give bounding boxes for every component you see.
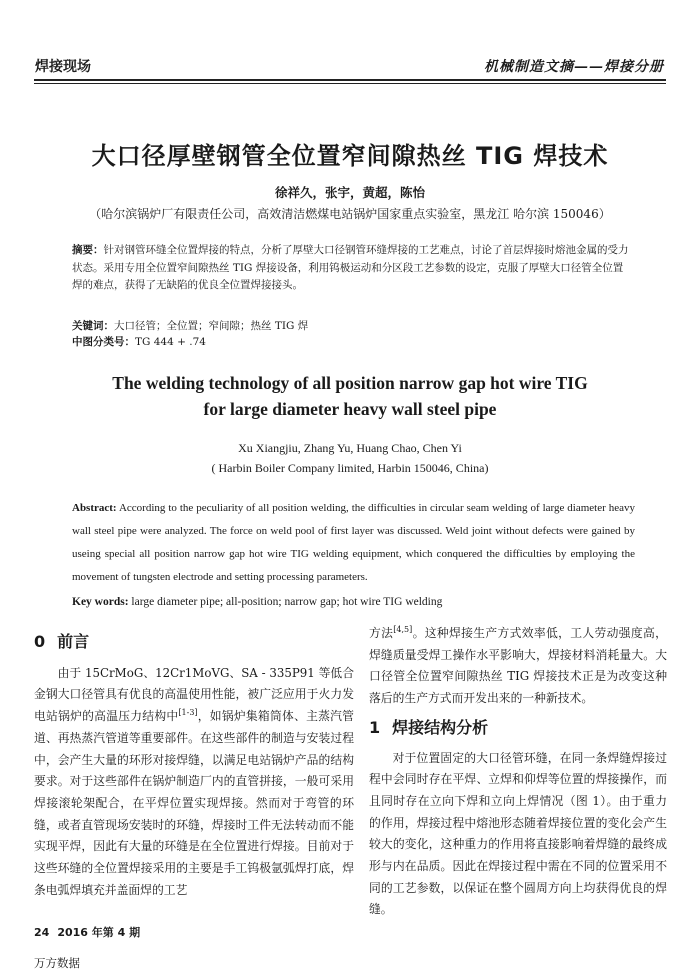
keywords-chinese-block bbox=[72, 318, 632, 350]
section-1-title: 焊接结构分析 bbox=[392, 717, 489, 737]
header-section-label: 焊接现场 bbox=[35, 59, 91, 75]
authors-english: Xu Xiangjiu, Zhang Yu, Huang Chao, Chen Yi bbox=[238, 441, 462, 455]
section-0-continued-part2: 。这种焊接生产方式效率低，工人劳动强度高，焊缝质量受焊工操作水平影响大，焊接材料消耗量大。大口径管全位置窄间隙热丝 TIG 焊接技术正是为改变这种落后的生产方式而开发出来的一种新技术。 bbox=[369, 626, 667, 706]
affiliation-english: ( Harbin Boiler Company limited, Harbin 150046, China) bbox=[211, 461, 489, 475]
section-0-number: 0 bbox=[34, 632, 46, 651]
watermark-text: 万方数据 bbox=[34, 956, 80, 970]
keywords-english-text: large diameter pipe; all-position; narrow gap; hot wire TIG welding bbox=[128, 596, 443, 608]
abstract-english bbox=[72, 497, 635, 589]
body-column-left bbox=[34, 631, 354, 901]
page-number: 24 bbox=[34, 926, 50, 939]
authors-english-block bbox=[0, 438, 700, 478]
abstract-english-text: According to the peculiarity of all position welding, the difficulties in circular seam welding of large diameter heavy wall steel pipe were analyzed. The force on weld pool of first layer was discussed. Weld joint without defects were gained by useing special all position narrow gap hot wire TIG welding equipment, which conquered the difficulties by employing the movement of tungsten electrode and setting processing parameters. bbox=[72, 502, 635, 583]
keywords-chinese-label: 关键词： bbox=[72, 320, 114, 332]
abstract-chinese bbox=[72, 242, 632, 295]
section-0-text-part2: ，如锅炉集箱筒体、主蒸汽管道、再热蒸汽管道等重要部件。在这些部件的制造与安装过程中，会产生大量的环形对接焊缝，以满足电站锅炉产品的结构要求。对于这些部件在锅炉制造厂内的直管拼接，一般可采用焊接滚轮架配合，在平焊位置实现焊接。然而对于弯管的环缝，或者直管现场安装时的环缝，焊接时工件无法转动而不能实现平焊，因此有大量的环缝是在全位置进行焊接。目前对于这些环缝的全位置焊接采用的主要是手工钨极氩弧焊打底，焊条电弧焊填充并盖面焊的工艺 bbox=[34, 709, 354, 897]
section-0-continued-part1: 方法 bbox=[369, 626, 394, 640]
abstract-chinese-label: 摘要： bbox=[72, 244, 104, 256]
title-english-line2: for large diameter heavy wall steel pipe bbox=[203, 399, 497, 419]
section-0-text-part1: 由于 15CrMoG、12Cr1MoVG、SA - 335P91 等低合金钢大口径管具有优良的高温使用性能，被广泛应用于火力发电站锅炉的高温压力结构中 bbox=[34, 665, 354, 724]
section-1-number: 1 bbox=[369, 717, 381, 737]
citation-4-5: [4,5] bbox=[393, 625, 413, 635]
title-english-line1: The welding technology of all position narrow gap hot wire TIG bbox=[112, 373, 588, 393]
header-rule bbox=[34, 79, 666, 84]
abstract-chinese-text: 针对钢管环缝全位置焊接的特点，分析了厚壁大口径钢管环缝焊接的工艺难点，讨论了首层焊接时熔池金属的受力状态。采用专用全位置窄间隙热丝 TIG 焊接设备，利用钨极运动和分区段工艺参数的设定，克服了厚壁大口径管全位置焊的难点，获得了无缺陷的优良全位置焊接接头。 bbox=[72, 244, 629, 291]
page-footer bbox=[34, 924, 148, 940]
issue-label: 2016 年第 4 期 bbox=[57, 926, 141, 939]
affiliation-chinese: （哈尔滨锅炉厂有限责任公司，高效清洁燃煤电站锅炉国家重点实验室，黑龙江 哈尔滨 150046） bbox=[89, 207, 611, 221]
title-chinese: 大口径厚壁钢管全位置窄间隙热丝 TIG 焊技术 bbox=[91, 142, 609, 170]
keywords-chinese-text: 大口径管；全位置；窄间隙；热丝 TIG 焊 bbox=[114, 320, 309, 332]
clc-label: 中图分类号： bbox=[72, 336, 135, 348]
section-1-paragraph: 对于位置固定的大口径管环缝，在同一条焊缝焊接过程中会同时存在平焊、立焊和仰焊等位置的焊接操作，而且同时存在立向下焊和立向上焊情况（图 1）。由于重力的作用，焊接过程中熔池形态随着焊接位置的变化会产生较大的变化，这种重力的作用将直接影响着焊缝的最终成形与内在品质。因此在焊接过程中需在不同的位置采用不同的工艺参数，以保证在整个圆周方向上均获得优良的焊缝。 bbox=[369, 750, 667, 917]
authors-chinese: 徐祥久，张宇，黄超，陈怡 bbox=[274, 185, 425, 200]
header-journal-name: 机械制造文摘——焊接分册 bbox=[484, 59, 664, 75]
title-english bbox=[0, 370, 700, 422]
section-0-paragraph bbox=[34, 663, 354, 902]
section-1-heading bbox=[369, 717, 667, 739]
section-0-heading bbox=[34, 631, 354, 653]
abstract-english-label: Abstract: bbox=[72, 502, 117, 514]
clc-text: TG 444 + .74 bbox=[135, 336, 206, 348]
section-0-paragraph-continued bbox=[369, 623, 667, 710]
keywords-english-label: Key words: bbox=[72, 596, 129, 608]
keywords-chinese bbox=[72, 318, 632, 334]
keywords-english bbox=[72, 596, 632, 608]
body-column-right bbox=[369, 623, 667, 921]
clc-number bbox=[72, 334, 632, 350]
citation-1-3: [1-3] bbox=[178, 708, 198, 718]
section-0-title: 前言 bbox=[57, 632, 90, 651]
